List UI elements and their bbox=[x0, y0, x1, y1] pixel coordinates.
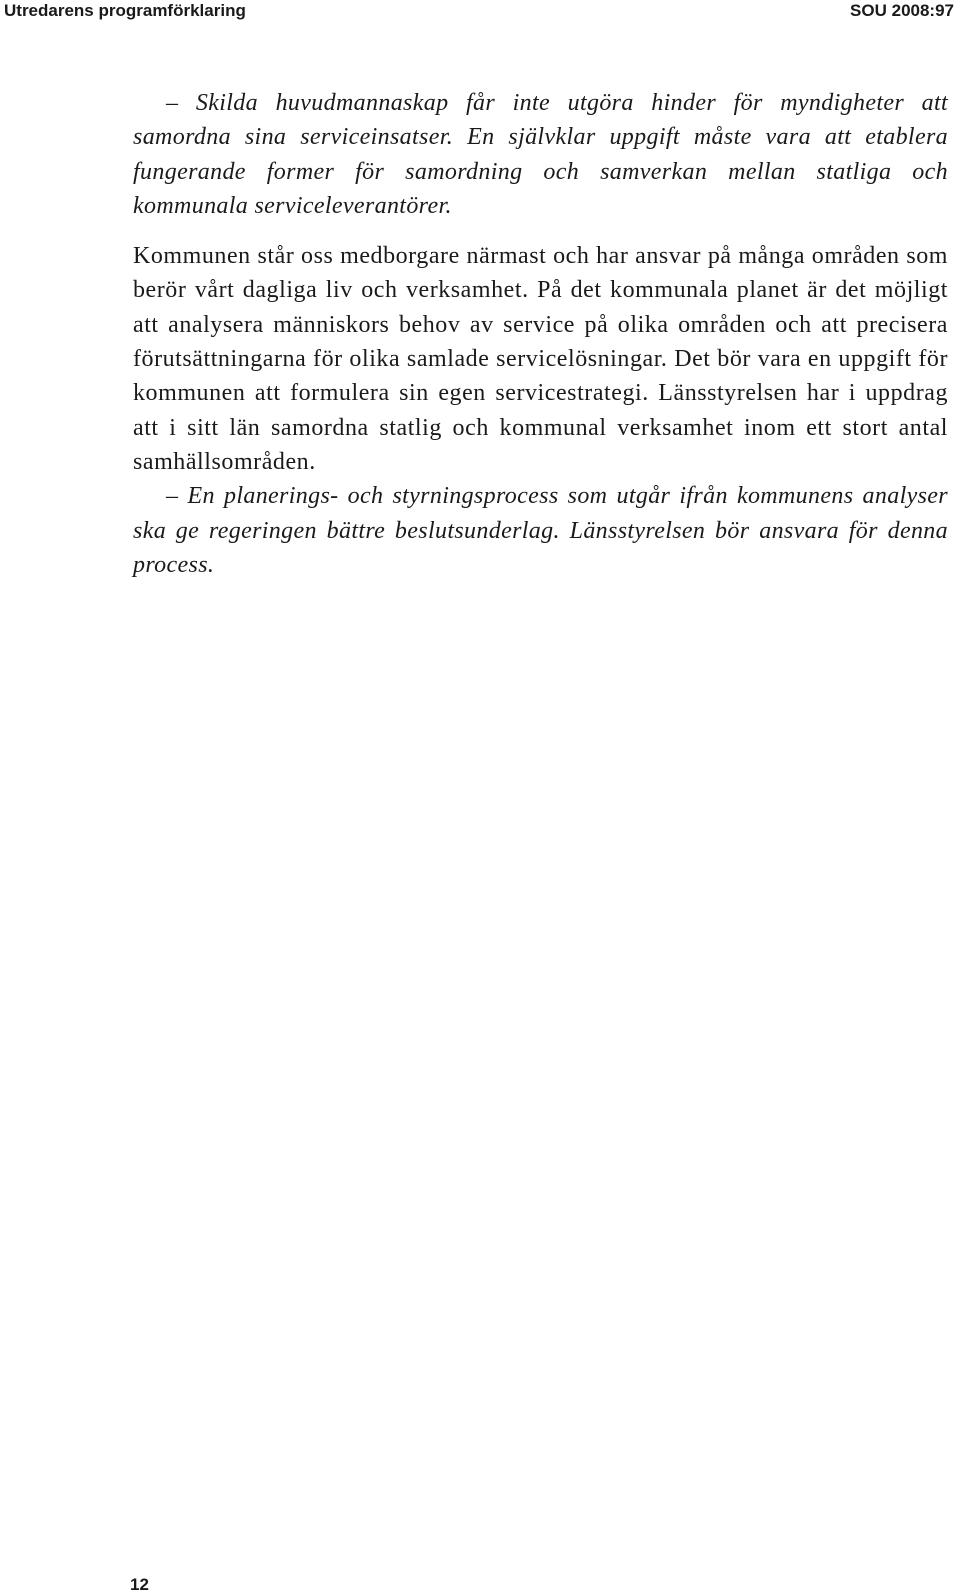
section-title: Utredarens programförklaring bbox=[4, 1, 246, 20]
running-header bbox=[0, 0, 960, 26]
paragraph: Kommunen står oss medborgare närmast och har ansvar på många områden som berör vårt dagliga liv och verksamhet. På det kommunala planet är det möjligt att analysera människors behov av service på olika områden och att precisera förutsättningarna för olika samlade servicelösningar. Det bör vara en uppgift för kommunen att formulera sin egen servicestrategi. Länsstyrelsen har i uppdrag att i sitt län samordna statlig och kommunal verksamhet inom ett stort antal samhällsområden. bbox=[133, 243, 948, 475]
page-number: 12 bbox=[130, 1575, 149, 1594]
body-text bbox=[133, 86, 948, 582]
bullet-point: – En planerings- och styrningsprocess som utgår ifrån kommunens analyser ska ge regeringen bättre beslutsunderlag. Länsstyrelsen bör ansvara för denna process. bbox=[133, 483, 948, 578]
document-id: SOU 2008:97 bbox=[850, 1, 954, 20]
bullet-point: – Skilda huvudmannaskap får inte utgöra hinder för myndigheter att samordna sina serviceinsatser. En självklar uppgift måste vara att etablera fungerande former för samordning och samverkan mellan statliga och kommunala serviceleverantörer. bbox=[133, 90, 948, 219]
